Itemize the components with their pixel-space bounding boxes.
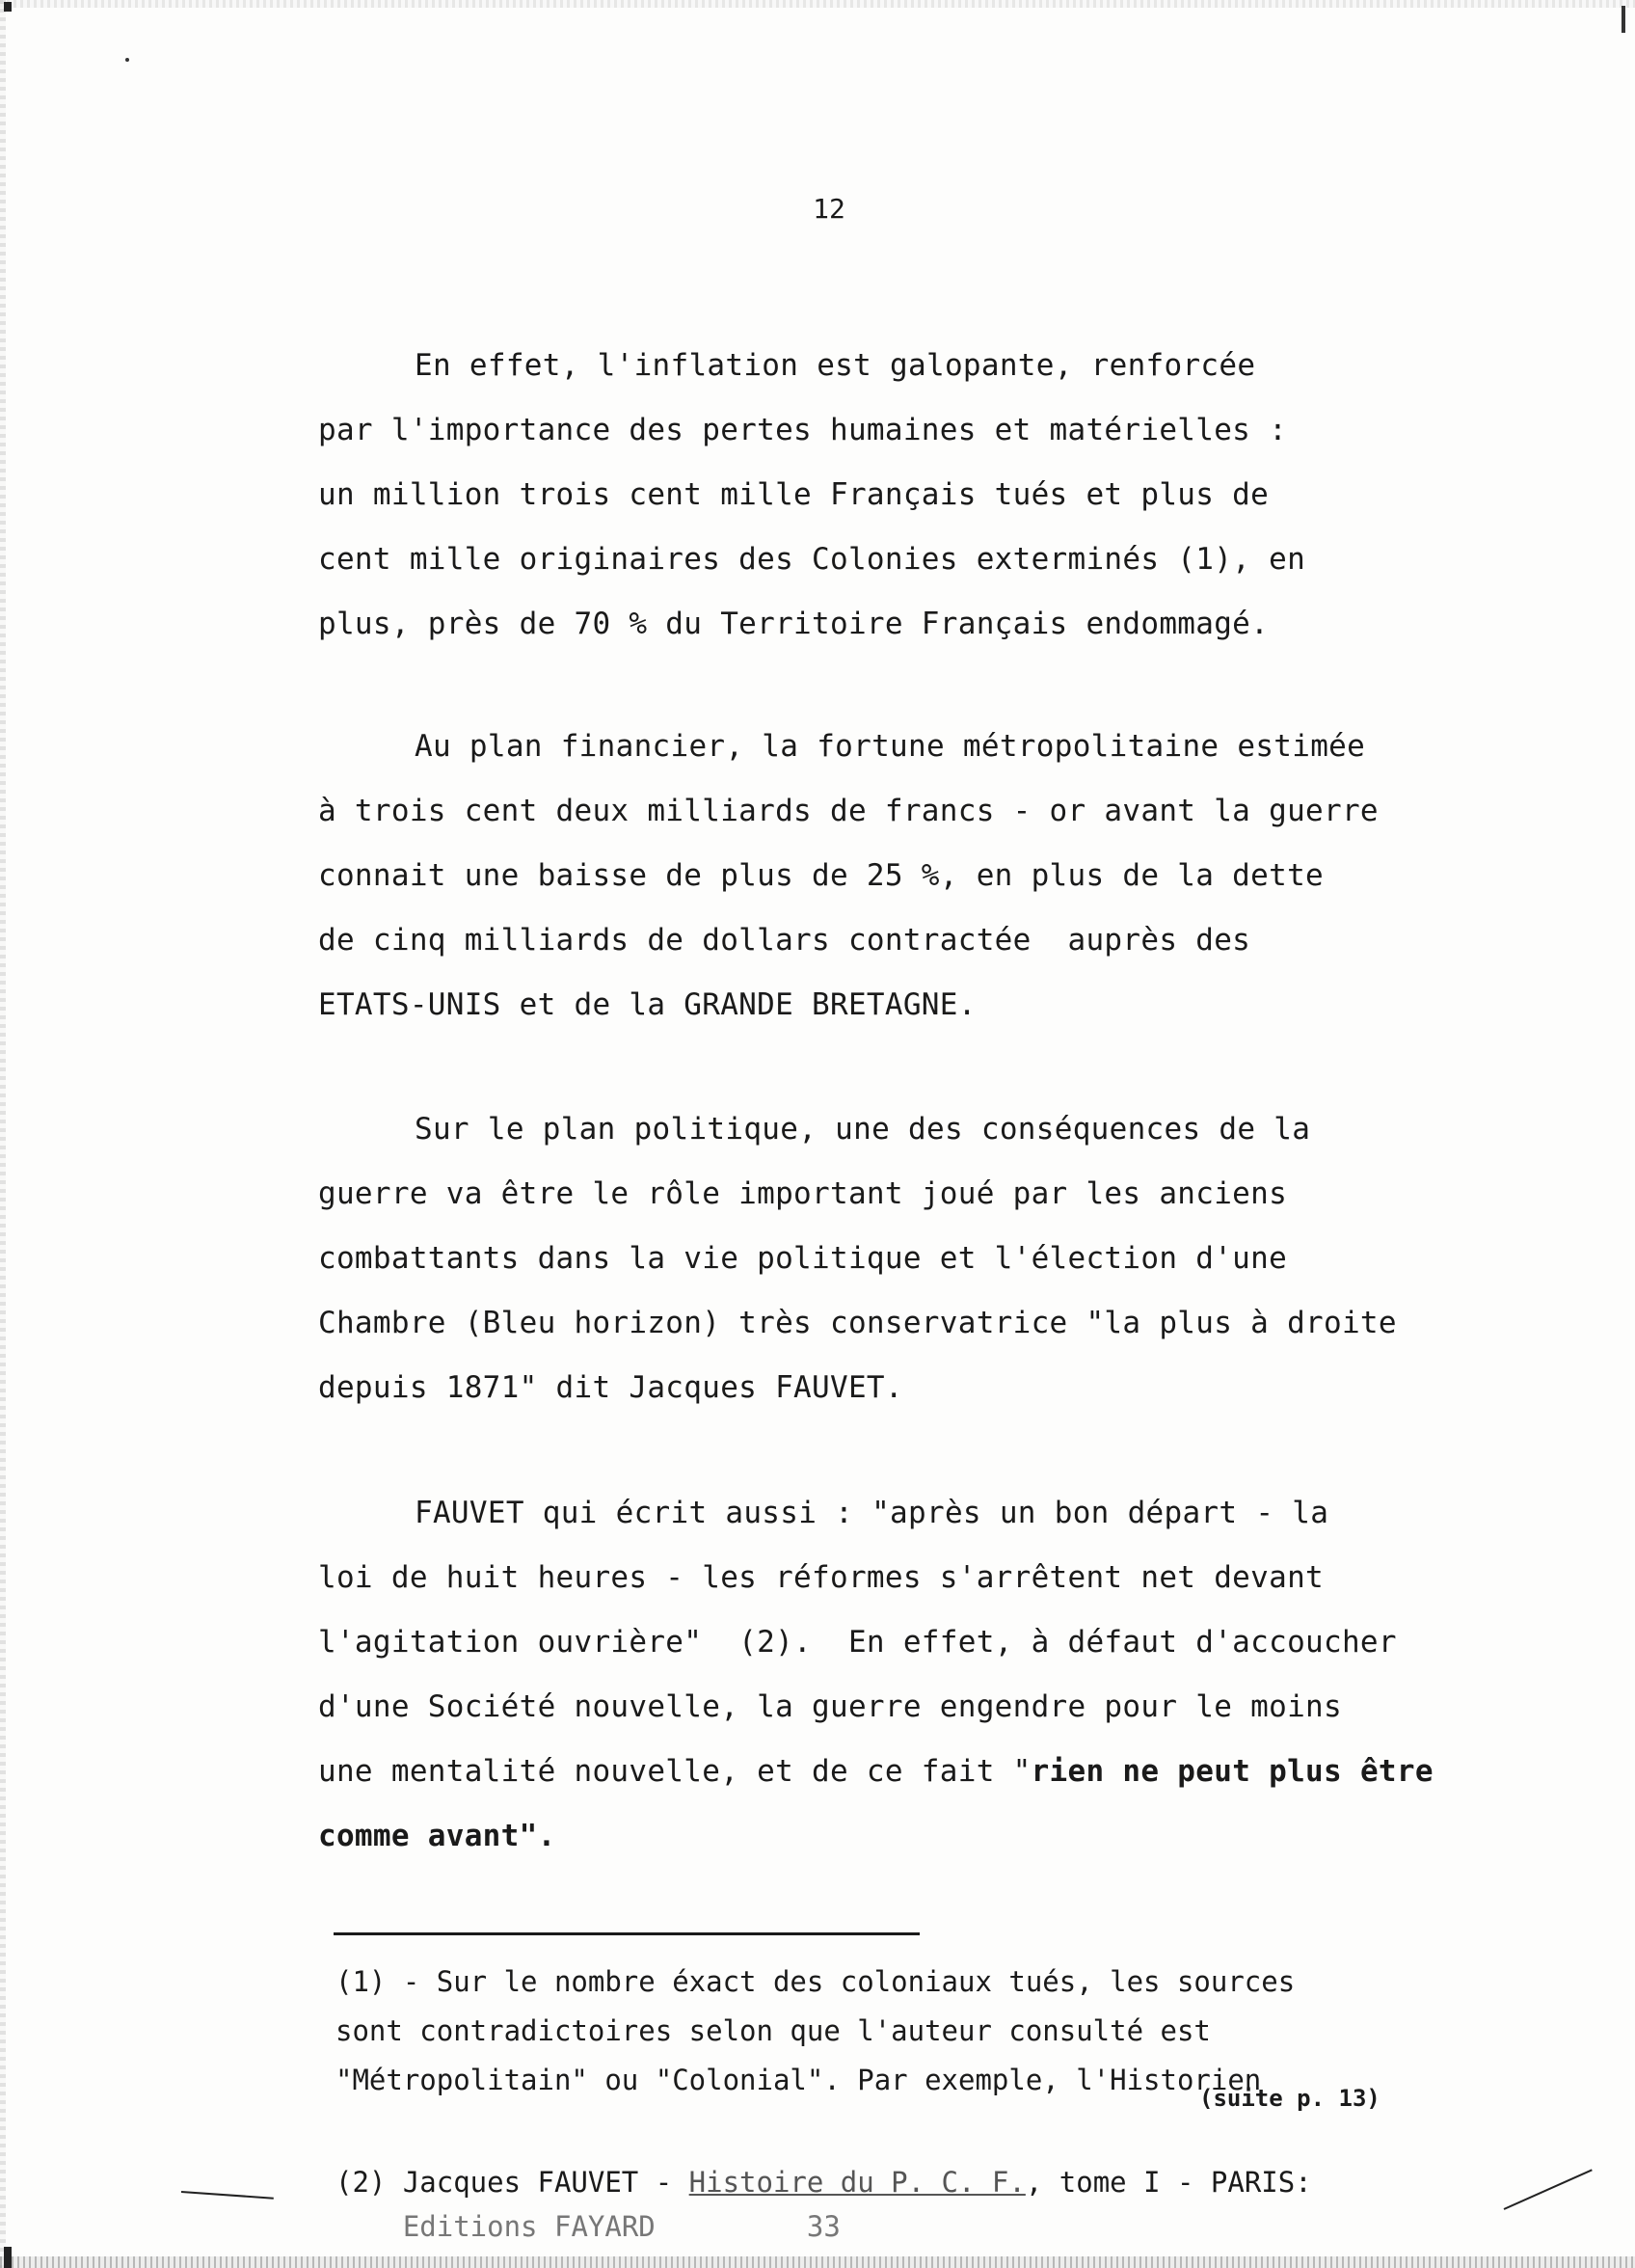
text-line: d'une Société nouvelle, la guerre engendre pour le moins [318, 1689, 1342, 1724]
paragraph [318, 715, 1552, 1038]
text-line: cent mille originaires des Colonies exterminés (1), en [318, 542, 1306, 577]
text-line: connait une baisse de plus de 25 %, en plus de la dette [318, 858, 1324, 893]
scan-speck [125, 58, 129, 62]
emphasized-text: comme avant". [318, 1819, 556, 1853]
text-line: ETATS-UNIS et de la GRANDE BRETAGNE. [318, 987, 977, 1022]
text-line: guerre va être le rôle important joué par les anciens [318, 1176, 1288, 1211]
footnote-line [335, 2204, 1589, 2249]
footnote-line: sont contradictoires selon que l'auteur consulté est [335, 2014, 1211, 2047]
paragraph [318, 1481, 1552, 1869]
footnote-continued: (suite p. 13) [1199, 2085, 1380, 2112]
scan-edge-top [0, 0, 1635, 8]
scan-corner-mark [4, 2247, 12, 2268]
paragraph [318, 334, 1552, 657]
text-line: à trois cent deux milliards de francs - or avant la guerre [318, 794, 1379, 828]
footnote-line [335, 2160, 1589, 2204]
text-line: depuis 1871" dit Jacques FAUVET. [318, 1370, 903, 1405]
emphasized-text: rien ne peut plus être [1031, 1754, 1434, 1789]
scan-edge-left [0, 0, 6, 2268]
paragraph [318, 1097, 1552, 1420]
footnote-line: "Métropolitain" ou "Colonial". Par exemple, l'Historien [335, 2064, 1262, 2096]
text-line: un million trois cent mille Français tués et plus de [318, 477, 1270, 512]
book-title: Histoire du P. C. F. [688, 2166, 1026, 2199]
text-line: En effet, l'inflation est galopante, renforcée [415, 348, 1256, 383]
page-number: 12 [813, 193, 845, 225]
text-run: une mentalité nouvelle, et de ce fait " [318, 1754, 1032, 1789]
scan-edge-bottom [0, 2256, 1635, 2268]
text-line: FAUVET qui écrit aussi : "après un bon départ - la [415, 1496, 1329, 1530]
text-line: combattants dans la vie politique et l'élection d'une [318, 1241, 1288, 1276]
scan-corner-mark [1622, 6, 1625, 33]
footnote-line: (1) - Sur le nombre éxact des coloniaux tués, les sources [335, 1965, 1296, 1998]
footnote-1 [335, 1958, 1550, 2105]
text-line: par l'importance des pertes humaines et matérielles : [318, 413, 1288, 447]
footnote-suffix: , tome I - PARIS: [1025, 2166, 1312, 2199]
text-line: l'agitation ouvrière" (2). En effet, à défaut d'accoucher [318, 1625, 1397, 1660]
footnote-prefix: (2) Jacques FAUVET - [335, 2166, 689, 2199]
text-line: plus, près de 70 % du Territoire Français endommagé. [318, 607, 1270, 641]
text-line [318, 1740, 1552, 1804]
margin-pen-stroke [181, 2191, 274, 2200]
page-reference: 33 [806, 2210, 841, 2243]
footnote-separator [334, 1932, 920, 1935]
text-line: de cinq milliards de dollars contractée auprès des [318, 923, 1251, 958]
text-line: loi de huit heures - les réformes s'arrêtent net devant [318, 1560, 1324, 1595]
scan-corner-mark [4, 2, 12, 12]
text-line: Chambre (Bleu horizon) très conservatrice "la plus à droite [318, 1306, 1397, 1340]
text-line: Sur le plan politique, une des conséquences de la [415, 1112, 1311, 1147]
text-line: Au plan financier, la fortune métropolitaine estimée [415, 729, 1366, 764]
publisher: Editions FAYARD [402, 2210, 656, 2243]
footnote-2 [335, 2160, 1589, 2249]
